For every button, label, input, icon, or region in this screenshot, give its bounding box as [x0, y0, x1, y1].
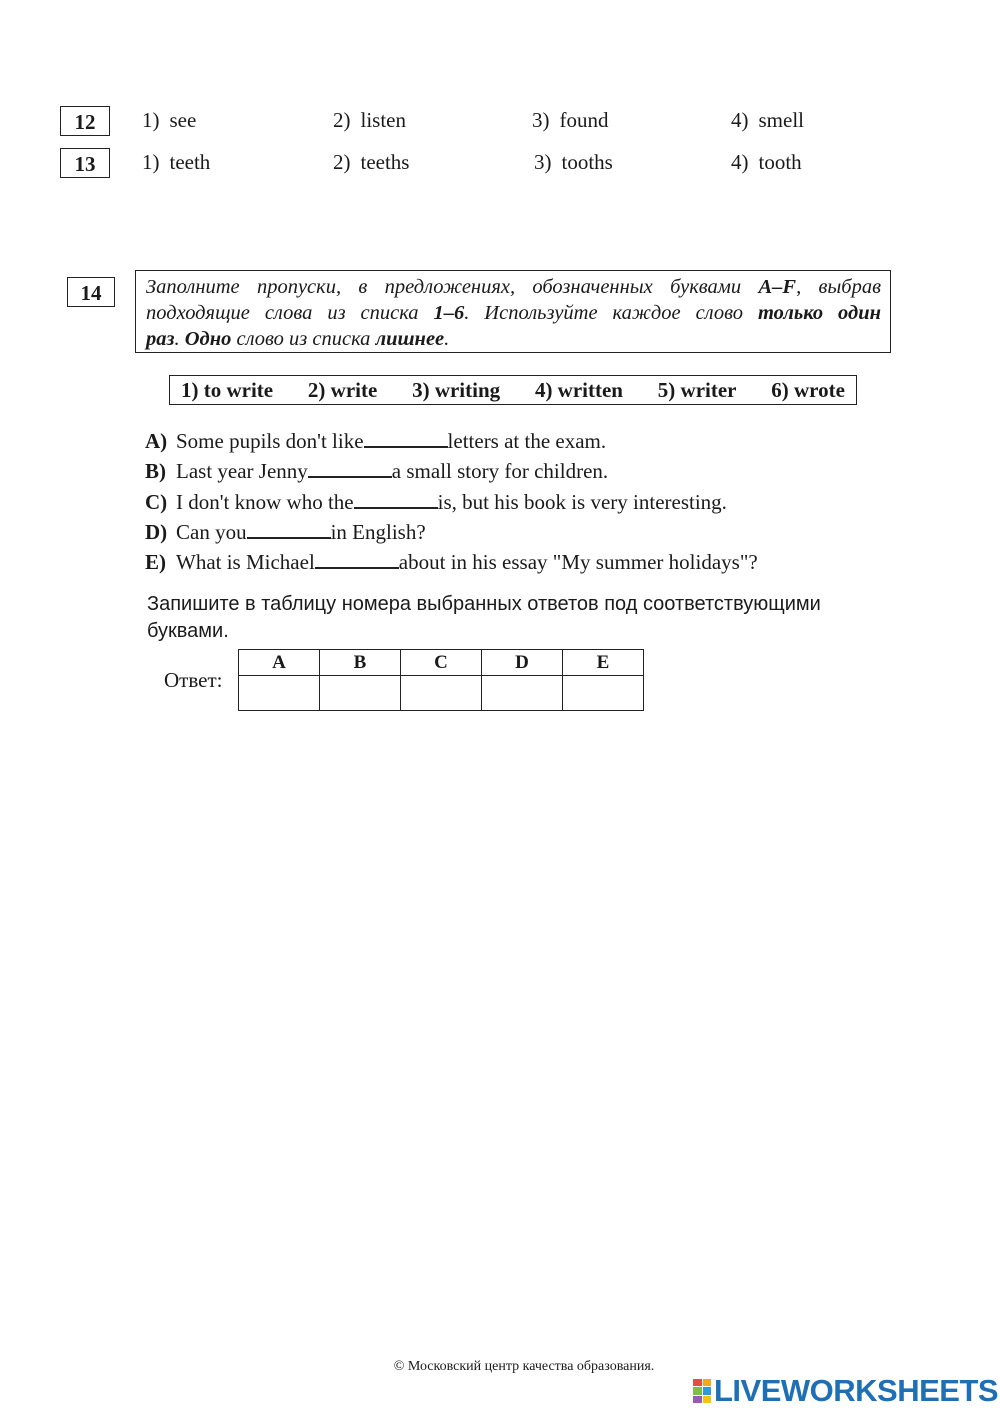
- logo-text: LIVEWORKSHEETS: [714, 1373, 999, 1408]
- option-text: teeth: [169, 150, 211, 174]
- option-number: 3): [534, 150, 552, 174]
- answer-cell-a[interactable]: [239, 676, 320, 711]
- blank-input[interactable]: [308, 458, 392, 478]
- q12-option-1[interactable]: [142, 108, 196, 133]
- instruction-line-3: раз. Одно слово из списка лишнее.: [146, 328, 450, 350]
- sentence-b: B) Last year Jenny a small story for children.: [145, 459, 609, 483]
- option-number: 2): [333, 150, 351, 174]
- logo-grid-icon: [693, 1379, 711, 1403]
- answer-cell-b[interactable]: [320, 676, 401, 711]
- option-text: tooths: [561, 150, 613, 174]
- copyright-footer: © Московский центр качества образования.: [393, 1359, 655, 1374]
- blank-input[interactable]: [364, 428, 448, 448]
- answer-col-header: A: [239, 650, 320, 676]
- option-text: smell: [758, 108, 804, 132]
- option-number: 4): [731, 108, 749, 132]
- table-instruction: Запишите в таблицу номера выбранных ответов под соответствующими буквами.: [147, 593, 821, 642]
- option-number: 1): [142, 108, 160, 132]
- q13-option-3[interactable]: [534, 150, 613, 175]
- question-number-12: 12: [60, 106, 110, 136]
- word-item: 6) wrote: [771, 377, 845, 402]
- sentence-letter: C): [145, 490, 168, 514]
- answer-col-header: D: [482, 650, 563, 676]
- option-number: 3): [532, 108, 550, 132]
- blank-input[interactable]: [315, 549, 399, 569]
- q12-option-3[interactable]: [532, 108, 609, 133]
- answer-col-header: C: [401, 650, 482, 676]
- word-item: 5) writer: [657, 377, 737, 402]
- q12-option-4[interactable]: [731, 108, 804, 133]
- word-item: 2) write: [307, 377, 378, 402]
- word-item: 1) to write: [181, 377, 274, 402]
- option-number: 1): [142, 150, 160, 174]
- sentence-c: C) I don't know who the is, but his book is very interesting.: [145, 490, 727, 514]
- q13-option-4[interactable]: [731, 150, 802, 175]
- answer-cell-e[interactable]: [563, 676, 644, 711]
- answer-label: Ответ:: [164, 668, 223, 692]
- sentence-letter: A): [145, 429, 168, 453]
- sentence-letter: D): [145, 520, 168, 544]
- question-number-14: 14: [67, 277, 115, 307]
- liveworksheets-logo: [693, 1373, 998, 1409]
- answer-cell-c[interactable]: [401, 676, 482, 711]
- sentence-a: A) Some pupils don't like letters at the exam.: [145, 429, 607, 453]
- sentence-letter: B): [145, 459, 166, 483]
- answer-table: [238, 649, 644, 711]
- answer-col-header: B: [320, 650, 401, 676]
- option-text: found: [559, 108, 609, 132]
- sentence-d: D) Can you in English?: [145, 520, 426, 544]
- instruction-line-1: Заполните пропуски, в предложениях, обозначенных буквами A–F, выбрав: [146, 276, 881, 298]
- answer-cell-d[interactable]: [482, 676, 563, 711]
- option-text: teeths: [360, 150, 410, 174]
- blank-input[interactable]: [247, 519, 331, 539]
- answer-col-header: E: [563, 650, 644, 676]
- q13-option-2[interactable]: [333, 150, 409, 175]
- option-text: see: [169, 108, 197, 132]
- instruction-line-2: подходящие слова из списка 1–6. Используйте каждое слово только один: [146, 302, 881, 324]
- option-text: listen: [360, 108, 406, 132]
- sentence-e: E) What is Michael about in his essay "My summer holidays"?: [145, 550, 758, 574]
- instruction-box: [135, 270, 891, 353]
- option-number: 2): [333, 108, 351, 132]
- question-number-13: 13: [60, 148, 110, 178]
- option-text: tooth: [758, 150, 802, 174]
- q12-option-2[interactable]: [333, 108, 406, 133]
- word-list-box: [169, 375, 857, 405]
- word-item: 3) writing: [412, 377, 501, 402]
- option-number: 4): [731, 150, 749, 174]
- sentence-letter: E): [145, 550, 166, 574]
- q13-option-1[interactable]: [142, 150, 210, 175]
- blank-input[interactable]: [354, 489, 438, 509]
- word-item: 4) written: [534, 377, 623, 402]
